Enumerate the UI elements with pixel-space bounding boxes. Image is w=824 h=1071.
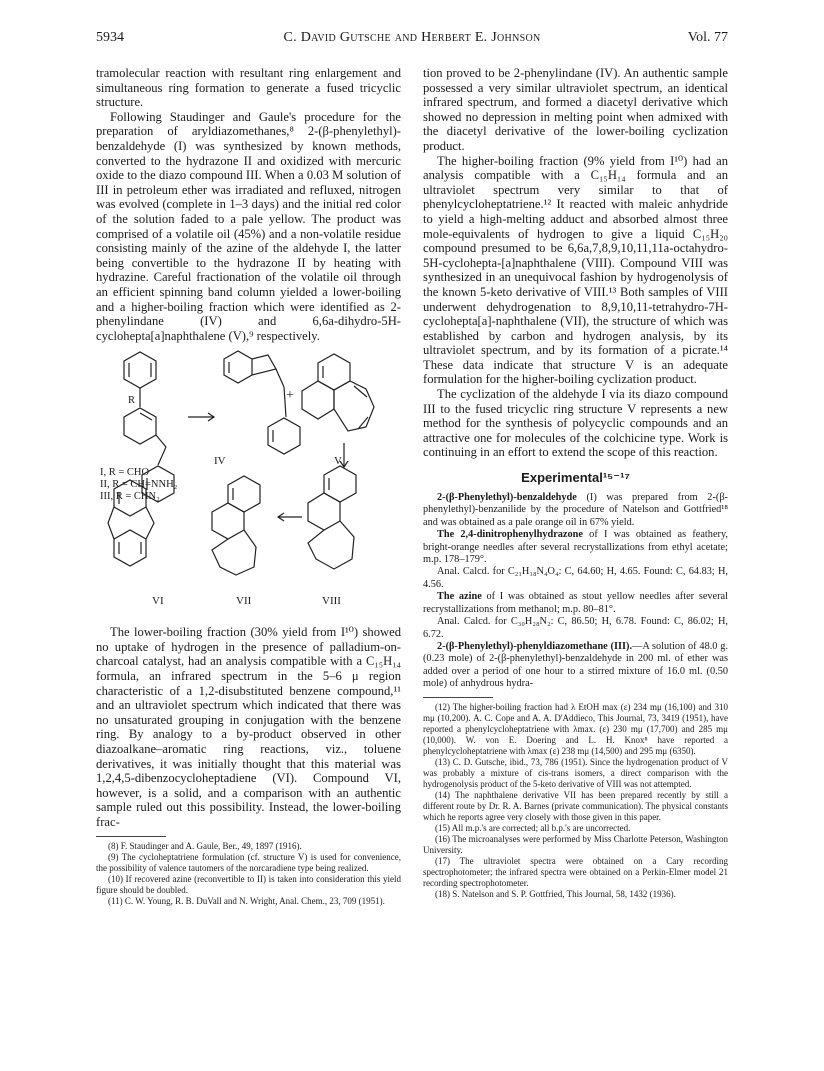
- reaction-scheme: [96, 347, 401, 617]
- compound-heading: The 2,4-dinitrophenylhydrazone: [437, 529, 583, 541]
- footnote: (9) The cycloheptatriene formulation (cf. structure V) is used for convenience, the possibility of valence tautomers of the norcaradiene type being realized.: [96, 851, 401, 873]
- footnote: (12) The higher-boiling fraction had λ EtOH max (ε) 234 mμ (16,100) and 310 mμ (10,200). A. C. Cope and A. A. D'Addieco, This Journal, 73, 3419 (1951), have reported a phenylcycloheptatriene with λmax. (ε) 230 mμ (17,700) and 285 mμ (10,000). W. von E. Doering and L. H. Knox⁸ have reported a phenylcycloheptatriene with λmax (ε) 238 mμ (14,500) and 295 mμ (6350).: [423, 701, 728, 756]
- paragraph: tramolecular reaction with resultant ring enlargement and simultaneous ring formation to generate a fused tricyclic structure.: [96, 66, 401, 110]
- compound-heading: 2-(β-Phenylethyl)-benzaldehyde: [437, 492, 577, 504]
- compound-label: II, R = CH=NNH₂: [100, 479, 178, 491]
- footnote: (16) The microanalyses were performed by Miss Charlotte Peterson, Washington University.: [423, 833, 728, 855]
- footnote: (15) All m.p.'s are corrected; all b.p.'s are uncorrected.: [435, 822, 631, 833]
- experimental-text: of I was obtained as stout yellow needles after several recrystallizations from methanol; m.p. 80–81°.: [423, 591, 728, 615]
- compound-label-viii: VIII: [322, 595, 341, 608]
- volume-number: Vol. 77: [687, 30, 728, 45]
- experimental-text: of I was obtained as feathery, bright-orange needles after several recrystallizations from ethyl acetate; m.p. 178–179°.: [423, 529, 728, 566]
- fused-ring: [212, 503, 244, 539]
- experimental-paragraph: [423, 591, 728, 616]
- paragraph: The lower-boiling fraction (30% yield from I¹⁰) showed no uptake of hydrogen in the presence of palladium-on-charcoal catalyst, had an analysis compatible with a C₁₅H₁₄ formula, an infrared spectrum in the 5–6 μ region characteristic of a 1,2-disubstituted benzene compound,¹¹ and an ultraviolet spectrum which indicated that there was no unsaturated grouping in conjugation with the benzene ring. By analogy to a by-product observed in other diazoalkane–aromatic ring reactions, viz., toluene derivatives, it was initially thought that this material was 1,2,4,5-dibenzocycloheptadiene (VI). Compound VI, however, is a solid, and a comparison with an authentic sample ruled out this possibility. Instead, the lower-boiling frac-: [96, 625, 401, 829]
- compound-label-v: V: [334, 455, 342, 468]
- experimental-text: —A solution of 48.0 g. (0.23 mole) of 2-(β-phenylethyl)-benzaldehyde in 200 ml. of ether was added over a period of one hour to a stirred mixture of 16.0 ml. (0.50 mole) of anhydrous hydra-: [423, 640, 728, 690]
- compound-label-iv: IV: [214, 455, 226, 468]
- r-group-label: R: [128, 395, 136, 407]
- analysis-line: Anal. Calcd. for C₂₁H₁₈N₄O₄: C, 64.60; H, 4.65. Found: C, 64.83; H, 4.56.: [423, 566, 728, 590]
- experimental-text: (I) was prepared from 2-(β-phenylethyl)-benzanilide by the procedure of Natelson and Gottfried¹⁸ and was obtained as a pale orange oil in 67% yield.: [423, 492, 728, 528]
- right-column: [423, 66, 728, 900]
- experimental-paragraph: [423, 641, 728, 691]
- paragraph: tion proved to be 2-phenylindane (IV). An authentic sample possessed a very similar ultraviolet spectrum, an identical infrared spectrum, and formed a diacetyl derivative which showed no depression in melting point when admixed with the diacetyl derivative of the lower-boiling cyclization product.: [423, 66, 728, 153]
- footnote: (14) The naphthalene derivative VII has been prepared recently by still a different route by Dr. R. A. Barnes (private communication). The physical constants which he reports agree very closely with those given in this paper.: [423, 789, 728, 822]
- footnote-rule: [96, 836, 166, 837]
- analysis-line: Anal. Calcd. for C₃₀H₂₈N₂: C, 86.50; H, 6.78. Found: C, 86.02; H, 6.72.: [423, 616, 728, 640]
- plus-sign: +: [286, 388, 294, 404]
- footnote: (10) If recovered azine (reconvertible to II) is taken into consideration this yield figure should be doubled.: [96, 873, 401, 895]
- footnote: (18) S. Natelson and S. P. Gottfried, This Journal, 58, 1432 (1936).: [435, 888, 676, 899]
- author-line: C. David Gutsche and Herbert E. Johnson: [283, 30, 541, 45]
- page-number: 5934: [96, 30, 124, 45]
- paragraph: Following Staudinger and Gaule's procedure for the preparation of aryldiazomethanes,⁸ 2-(β-phenylethyl)-benzaldehyde (I) was synthesized by known methods, converted to the hydrazone II and oxidized with mercuric oxide to the diazo compound III. When a 0.03 M solution of III in petroleum ether was irradiated and refluxed, nitrogen was evolved (complete in 1–3 days) and the initial red color of the solution faded to a pale yellow. The product was comprised of a volatile oil (45%) and a non-volatile residue consisting mainly of the azine of the aldehyde I, the latter being convertible to the hydrazone II by heating with hydrazine. Careful fractionation of the volatile oil through an efficient spinning band column yielded a lower-boiling and a higher-boiling fraction which were identified as 2-phenylindane (IV) and 6,6a-dihydro-5H-cyclohepta[a]naphthalene (V),⁹ respectively.: [96, 109, 401, 343]
- section-heading: Experimental¹⁵⁻¹⁷: [521, 470, 630, 486]
- benzene-ring: [224, 351, 252, 383]
- fused-ring: [308, 493, 340, 530]
- cycloheptatriene-ring: [334, 381, 374, 431]
- compound-label: I, R = CHO: [100, 467, 150, 479]
- experimental-paragraph: [423, 492, 728, 529]
- footnote: (17) The ultraviolet spectra were obtained on a Cary recording spectrophotometer; the infrared spectra were obtained on a Perkin-Elmer model 21 recording spectrophotometer.: [423, 855, 728, 888]
- compound-label-vii: VII: [236, 595, 252, 608]
- fused-ring: [302, 381, 334, 419]
- footnote-rule: [423, 697, 493, 698]
- compound-heading: 2-(β-Phenylethyl)-phenyldiazomethane (III).: [437, 640, 633, 652]
- paragraph: The cyclization of the aldehyde I via its diazo compound III to the fused tricyclic ring structure V represents a new method for the synthesis of polycyclic compounds and an attractive one for molecules of the colchicine type. Work is continuing in an effort to extend the scope of this reaction.: [423, 387, 728, 460]
- footnote: (13) C. D. Gutsche, ibid., 73, 786 (1951). Since the hydrogenation product of V was probably a mixture of cis-trans isomers, a direct comparison with the hydrogenolysis product of the 5-keto derivative of VIII was not attempted.: [423, 756, 728, 789]
- compound-label: III, R = CHN₂: [100, 491, 160, 503]
- left-column: [96, 66, 401, 907]
- compound-heading: The azine: [437, 591, 482, 603]
- paragraph: The higher-boiling fraction (9% yield from I¹⁰) had an analysis compatible with a C₁₅H₁₄ formula and an ultraviolet spectrum very similar to that of phenylcycloheptatriene.¹² It reacted with maleic anhydride to yield a high-melting adduct and absorbed almost three mole-equivalents of hydrogen to give a liquid C₁₅H₂₀ compound presumed to be 6,6a,7,8,9,10,11,11a-octahydro-5H-cyclohepta-[a]naphthalene (VIII). Compound VIII was synthesized in an unequivocal fashion by hydrogenolysis of the known 5-keto derivative of VIII.¹³ Both samples of VIII underwent dehydrogenation to 8,9,10,11-tetrahydro-7H-cyclohepta[a]-naphthalene (VII), the structure of which was established by carbon and hydrogen analysis, by its ultraviolet spectrum, and by its formation of a picrate.¹⁴ These data indicate that structure V is an adequate formulation for the higher-boiling cyclization product.: [423, 153, 728, 387]
- footnote: (8) F. Staudinger and A. Gaule, Ber., 49, 1897 (1916).: [108, 840, 302, 851]
- footnote: (11) C. W. Young, R. B. DuVall and N. Wright, Anal. Chem., 23, 709 (1951).: [108, 895, 385, 906]
- compound-label-vi: VI: [152, 595, 164, 608]
- running-header: [96, 30, 728, 52]
- compound-series-labels: [100, 467, 177, 503]
- experimental-paragraph: [423, 529, 728, 566]
